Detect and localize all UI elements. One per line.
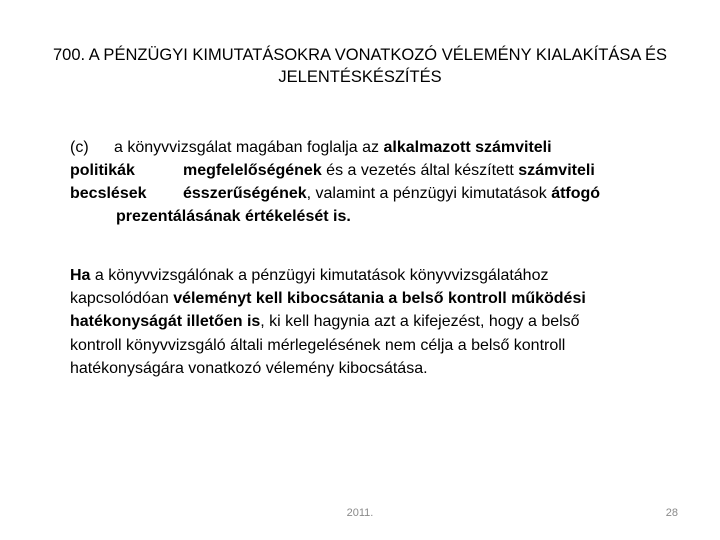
bold-text-run: ésszerűségének [183, 185, 307, 202]
text-run: a könyvvizsgálónak a pénzügyi kimutatások könyvvizsgálatához [90, 267, 549, 284]
paragraph-line-4: kontroll könyvvizsgáló általi mérlegelésének nem célja a belső kontroll [70, 336, 566, 354]
text-run: , ki kell hagynia azt a kifejezést, hogy a belső [260, 313, 580, 331]
bold-text-run: Ha [70, 267, 91, 284]
text-run: és a vezetés által készített [321, 162, 519, 179]
text-run: , valamint a pénzügyi kimutatások [306, 185, 552, 202]
paragraph-line-5: hatékonyságára vonatkozó vélemény kibocsátása. [70, 359, 428, 377]
paragraph-c-line-4 [70, 205, 660, 228]
paragraph-c-line-2 [70, 159, 660, 182]
bold-text-run: megfelelőségének [183, 162, 322, 179]
page-number: 28 [665, 507, 678, 519]
bold-text-run: átfogó [551, 185, 601, 202]
bold-text-run: hatékonyságát illetően is [70, 313, 261, 331]
footer-year: 2011. [346, 507, 374, 519]
bold-text-run: becslések [70, 185, 147, 202]
text-run: kapcsolódóan [70, 290, 174, 308]
bold-text-run: alkalmazott számviteli [383, 139, 552, 156]
slide-title [40, 44, 680, 88]
bold-text-run: prezentálásának értékelését is. [116, 208, 351, 225]
bold-text-run: politikák [70, 162, 135, 179]
paragraph-c-line-3 [70, 182, 660, 205]
paragraph-line-2 [70, 287, 670, 310]
slide-title-line-2: JELENTÉSKÉSZÍTÉS [278, 68, 442, 86]
slide-title-line-1: 700. A PÉNZÜGYI KIMUTATÁSOKRA VONATKOZÓ VÉLEMÉNY KIALAKÍTÁSA ÉS [52, 46, 668, 64]
paragraph-c [70, 136, 660, 228]
bold-text-run: véleményt kell kibocsátania a belső kontroll működési [173, 290, 586, 308]
text-run: a könyvvizsgálat magában foglalja az [114, 139, 384, 156]
bold-text-run: számviteli [518, 162, 595, 179]
paragraph-line-3 [70, 310, 670, 333]
list-marker: (c) [70, 139, 89, 156]
paragraph-line-1 [70, 264, 670, 287]
paragraph-c-line-1 [70, 136, 660, 159]
paragraph-internal-control [70, 264, 670, 380]
